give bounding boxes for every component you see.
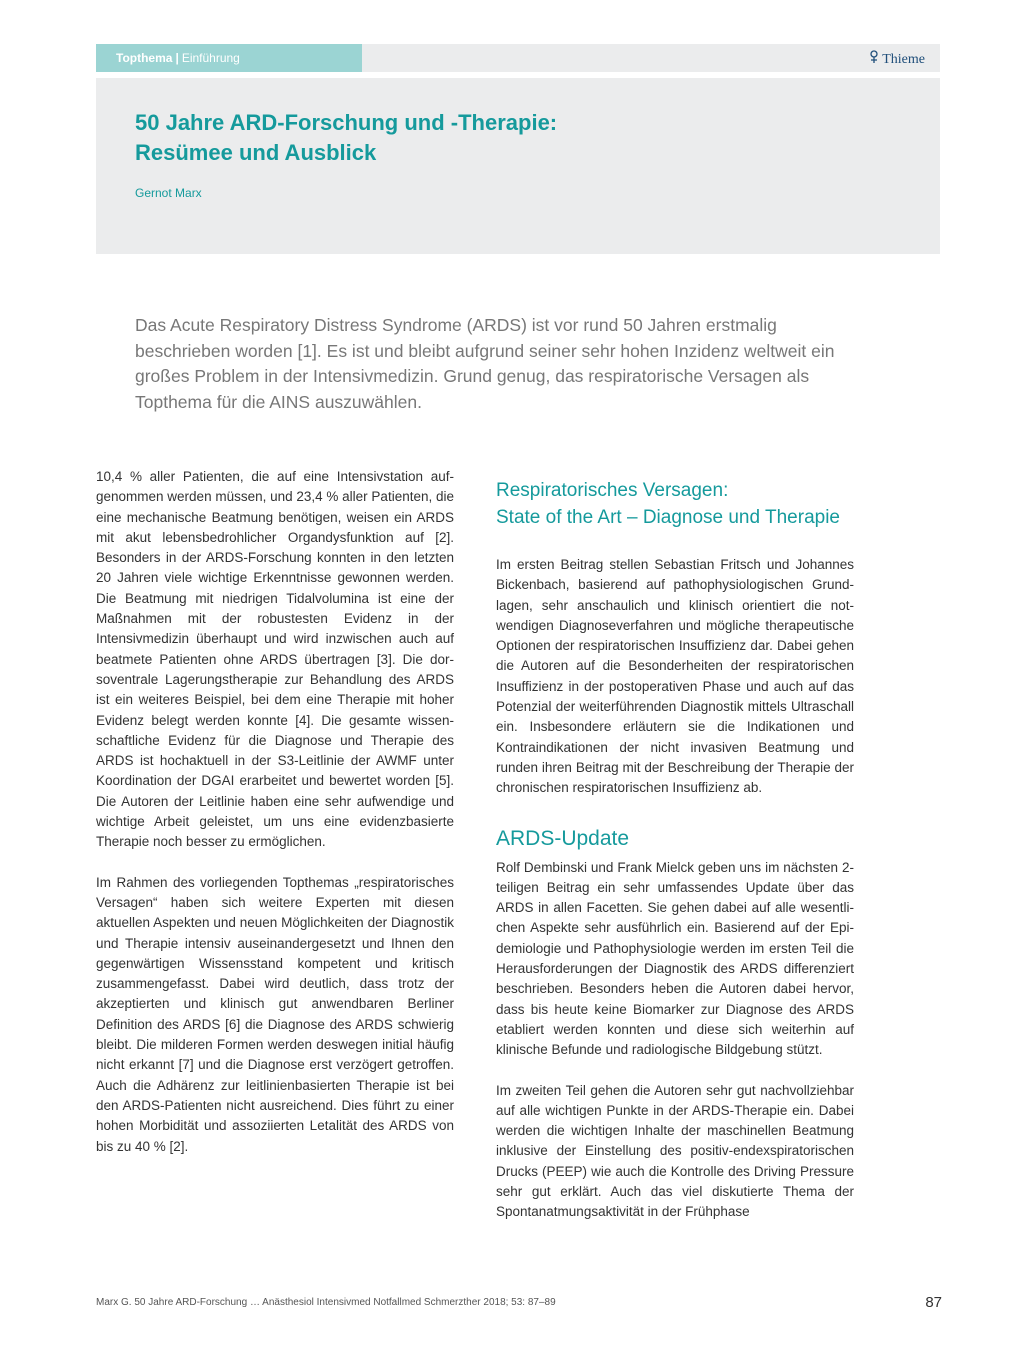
right-paragraph-3: Im zweiten Teil gehen die Autoren sehr gut nachvollziehbar auf alle wichtigen Punkte in der ARDS-Therapie ein. Dabei werden die wichtigen Inhalte der maschinellen Beatmung inklusive der Einstellung des positiv-endexspiratorischen Drucks (PEEP) wie auch die Kontrolle des Driving Pressure sehr gut erklärt. Auch das viel diskutierte Thema der Spontanatmungsaktivität in der Frühphase — [496, 1082, 854, 1220]
right-column — [496, 477, 854, 1223]
section-heading-respiratory — [496, 477, 854, 531]
heading-line-1: Respiratorisches Versagen: — [496, 480, 729, 501]
heading-line-2: State of the Art – Diagnose und Therapie — [496, 507, 840, 528]
section-tab — [96, 44, 362, 72]
title-line-1: 50 Jahre ARD-Forschung und -Therapie: — [135, 110, 558, 135]
section-heading-ards-update: ARDS-Update — [496, 826, 630, 850]
publisher-logo — [868, 50, 925, 69]
right-paragraph-1: Im ersten Beitrag stellen Sebastian Fritsch und Johannes Bickenbach, basierend auf pathophysiologischen Grundlagen, sehr anschaulich und klinisch orientiert die notwendigen Diagnoseverfahren und mögliche therapeutische Optionen der respiratorischen Insuffizienz dar. Dabei gehen die Autoren auf die Besonderheiten der respiratorischen Insuffizienz in der postoperativen Phase und auch auf das Potenzial der weiterführenden Diagnostik mittels Ultraschall ein. Insbesondere erläutern sie die Indikationen und Kontraindikationen der nicht invasiven Beatmung und runden ihren Beitrag mit der Beschreibung der Therapie der chronischen respiratorischen Insuffizienz ab. — [496, 557, 854, 796]
section-label: Topthema — [116, 51, 173, 65]
article-title — [135, 108, 557, 168]
abstract: Das Acute Respiratory Distress Syndrome (ARDS) ist vor rund 50 Jahren erstmalig beschrieben worden [1]. Es ist und bleibt aufgrund seiner sehr hohen Inzidenz weltweit ein großes Problem in der Intensivmedizin. Grund genug, das respiratorische Versagen als Topthema für die AINS auszuwählen. — [135, 315, 835, 412]
title-panel — [96, 78, 940, 254]
page-number: 87 — [925, 1294, 942, 1311]
footer-citation: Marx G. 50 Jahre ARD-Forschung … Anästhesiol Intensivmed Notfallmed Schmerzther 2018; 53: 87–89 — [96, 1297, 556, 1308]
title-line-2: Resümee und Ausblick — [135, 140, 377, 165]
author: Gernot Marx — [135, 186, 202, 200]
left-paragraph-2: Im Rahmen des vorliegenden Topthemas „respiratorisches Versagen“ haben sich weitere Experten mit diesen aktuellen Aspekten und neuen Möglichkeiten der Diagnostik und Therapie intensiv auseinandergesetzt und Ihnen den gegenwärtigen Wissensstand kompetent und kritisch zusammengefasst. Dabei wird deutlich, dass trotz der akzeptierten und klinisch gut anwendbaren Berliner Definition des ARDS [6] die Diagnose des ARDS schwierig bleibt. Die milderen Formen werden deswegen initial häufig nicht erkannt [7] und die Diagnose erst verzögert getroffen. Auch die Adhärenz zur leitlinienbasierten Therapie ist bei den ARDS-Patienten nicht ausreichend. Dies führt zu einer hohen Morbidität und assoziierten Letalität des ARDS von bis zu 40 % [2]. — [96, 874, 454, 1154]
section-separator: | — [175, 51, 179, 65]
left-paragraph-1: 10,4 % aller Patienten, die auf eine Intensivstation aufgenommen werden müssen, und 23,4 % aller Patienten, die eine mechanische Beatmung benötigen, weisen ein ARDS mit akut lebensbedrohlicher Organdysfunktion auf [2]. Besonders in der ARDS-Forschung konnten in den letzten 20 Jahren viele wichtige Erkenntnisse gewonnen werden. Die Beatmung mit niedrigen Tidalvolumina ist eine der Maßnahmen mit der robustesten Evidenz in der Intensivmedizin überhaupt und wird inzwischen auch auf beatmete Patienten ohne ARDS übertragen [3]. Die dorsoventrale Lagerungstherapie zur Behandlung des ARDS ist ein weiteres Beispiel, bei dem eine Therapie mit hoher Evidenz belegt werden konnte [4]. Die gesamte wissenschaftliche Evidenz für die Diagnose und Therapie des ARDS ist hochaktuell in der S3-Leitlinie der AWMF unter Koordination der DGAI erarbeitet und bewertet worden [5]. Die Autoren der Leitlinie haben eine sehr aufwendige und wichtige Arbeit geleistet, um uns eine evidenzbasierte Therapie noch besser zu ermöglichen. — [96, 469, 454, 850]
left-column — [96, 467, 454, 1157]
logo-text: Thieme — [882, 51, 925, 67]
right-paragraph-2: Rolf Dembinski und Frank Mielck geben uns im nächsten 2-teiligen Beitrag ein sehr umfassendes Update über das ARDS in allen Facetten. Sie gehen dabei auf alle wesentlichen Aspekte sehr ausführlich ein. Basierend auf der Epidemiologie und Pathophysiologie werden im ersten Teil die Herausforderungen der Diagnostik des ARDS differenziert beschrieben. Besonders heben die Autoren dabei hervor, dass bis heute keine Biomarker zur Diagnose des ARDS etabliert werden konnten und diese sich weiterhin auf klinische Befunde und radiologische Bildgebung stützt. — [496, 859, 854, 1058]
thieme-emblem-icon — [868, 50, 880, 69]
header-bar — [362, 44, 940, 72]
section-sublabel: Einführung — [181, 51, 240, 65]
